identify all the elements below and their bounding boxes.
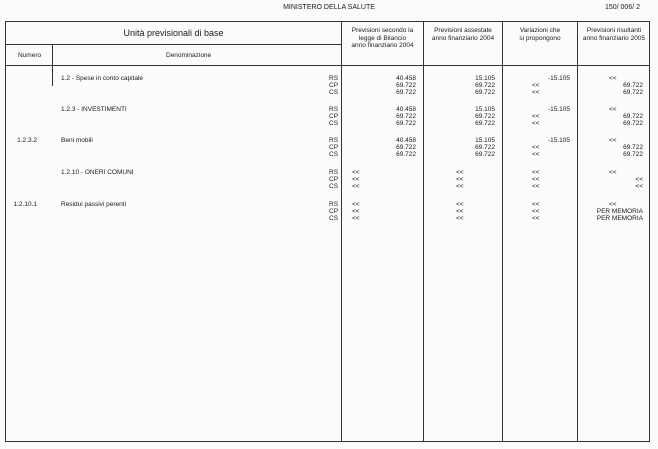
row-denominazione: 1.2.10 - ONERI COMUNI	[61, 169, 134, 176]
row-denominazione: 1.2 - Spese in conto capitale	[61, 75, 144, 82]
cell-assestate: <<	[456, 176, 464, 183]
row-code: CP	[329, 113, 339, 120]
row-denominazione: Beni mobili	[61, 137, 93, 144]
cell-assestate: 69.722	[475, 120, 495, 127]
cell-risultanti: <<	[609, 75, 617, 82]
header-previsioni-risultanti: Previsioni risultanti anno finanziario 2005	[582, 27, 646, 42]
cell-bilancio: <<	[352, 201, 360, 208]
cell-risultanti: 69.722	[623, 89, 643, 96]
row-code: CP	[329, 144, 339, 151]
cell-assestate: 69.722	[475, 82, 495, 89]
cell-bilancio: 69.722	[396, 120, 416, 127]
row-code: CP	[329, 176, 339, 183]
cell-variazioni: <<	[532, 215, 540, 222]
budget-table	[5, 21, 650, 442]
cell-variazioni: <<	[532, 208, 540, 215]
row-divider	[6, 65, 649, 66]
row-code: CP	[329, 208, 339, 215]
cell-risultanti: <<	[635, 176, 643, 183]
header-previsioni-bilancio: Previsioni secondo la legge di Bilancio anno finanziario 2004	[351, 27, 414, 49]
cell-assestate: <<	[456, 169, 464, 176]
header-variazioni: Variazioni che si propongono	[519, 27, 561, 42]
cell-assestate: 69.722	[475, 113, 495, 120]
cell-bilancio: 69.722	[396, 113, 416, 120]
cell-risultanti: <<	[609, 201, 617, 208]
cell-assestate: <<	[456, 183, 464, 190]
cell-bilancio: 69.722	[396, 82, 416, 89]
page-reference: 150/ 006/ 2	[604, 4, 640, 11]
cell-bilancio: <<	[352, 208, 360, 215]
cell-assestate: 69.722	[475, 151, 495, 158]
cell-variazioni: <<	[532, 201, 540, 208]
cell-bilancio: 40.458	[396, 137, 416, 144]
row-denominazione: 1.2.3 - INVESTIMENTI	[61, 106, 127, 113]
cell-assestate: 69.722	[475, 89, 495, 96]
cell-variazioni: <<	[532, 89, 540, 96]
cell-bilancio: <<	[352, 215, 360, 222]
cell-variazioni: <<	[532, 169, 540, 176]
cell-variazioni: <<	[532, 183, 540, 190]
row-divider	[6, 44, 341, 45]
cell-risultanti: 69.722	[623, 113, 643, 120]
cell-assestate: 15.105	[475, 75, 495, 82]
cell-bilancio: 69.722	[396, 89, 416, 96]
cell-risultanti: <<	[609, 137, 617, 144]
row-code: CS	[329, 151, 339, 158]
cell-assestate: <<	[456, 201, 464, 208]
row-code: RS	[329, 106, 339, 113]
header-denominazione: Denominazione	[166, 52, 212, 59]
cell-risultanti: 69.722	[623, 120, 643, 127]
cell-assestate: 69.722	[475, 144, 495, 151]
column-divider	[341, 22, 342, 441]
header-previsioni-assestate: Previsioni assestate anno finanziario 2004	[431, 27, 495, 42]
cell-risultanti: <<	[609, 106, 617, 113]
cell-risultanti: <<	[635, 183, 643, 190]
column-divider	[577, 22, 578, 441]
row-code: CS	[329, 183, 339, 190]
cell-bilancio: <<	[352, 169, 360, 176]
cell-risultanti: <<	[609, 169, 617, 176]
cell-variazioni: <<	[532, 120, 540, 127]
cell-variazioni: <<	[532, 113, 540, 120]
cell-assestate: <<	[456, 208, 464, 215]
cell-bilancio: 69.722	[396, 151, 416, 158]
cell-bilancio: 69.722	[396, 144, 416, 151]
cell-assestate: 15.105	[475, 137, 495, 144]
cell-variazioni: -15.105	[547, 75, 570, 82]
cell-assestate: 15.105	[475, 106, 495, 113]
row-numero: 1.2.3.2	[17, 137, 37, 144]
cell-variazioni: <<	[532, 144, 540, 151]
cell-bilancio: 40.458	[396, 75, 416, 82]
column-divider	[502, 22, 503, 441]
cell-assestate: <<	[456, 215, 464, 222]
row-code: RS	[329, 137, 339, 144]
cell-risultanti: 69.722	[623, 144, 643, 151]
cell-risultanti: PER MEMORIA	[596, 208, 643, 215]
row-code: RS	[329, 75, 339, 82]
row-code: CS	[329, 89, 339, 96]
cell-bilancio: <<	[352, 183, 360, 190]
row-numero: 1.2.10.1	[13, 201, 37, 208]
header-numero: Numero	[18, 52, 42, 59]
row-code: RS	[329, 169, 339, 176]
cell-bilancio: <<	[352, 176, 360, 183]
row-code: CS	[329, 215, 339, 222]
cell-variazioni: <<	[532, 151, 540, 158]
cell-variazioni: -15.105	[547, 106, 570, 113]
cell-variazioni: -15.105	[547, 137, 570, 144]
cell-risultanti: PER MEMORIA	[596, 215, 643, 222]
row-code: RS	[329, 201, 339, 208]
column-divider	[423, 22, 424, 441]
cell-risultanti: 69.722	[623, 151, 643, 158]
ministry-header: MINISTERO DELLA SALUTE	[283, 4, 375, 11]
cell-risultanti: 69.722	[623, 82, 643, 89]
row-code: CP	[329, 82, 339, 89]
cell-variazioni: <<	[532, 82, 540, 89]
row-denominazione: Residui passivi perenti	[61, 201, 127, 208]
cell-bilancio: 40.458	[396, 106, 416, 113]
cell-variazioni: <<	[532, 176, 540, 183]
row-code: CS	[329, 120, 339, 127]
table-title: Unità previsionali di base	[123, 28, 224, 38]
